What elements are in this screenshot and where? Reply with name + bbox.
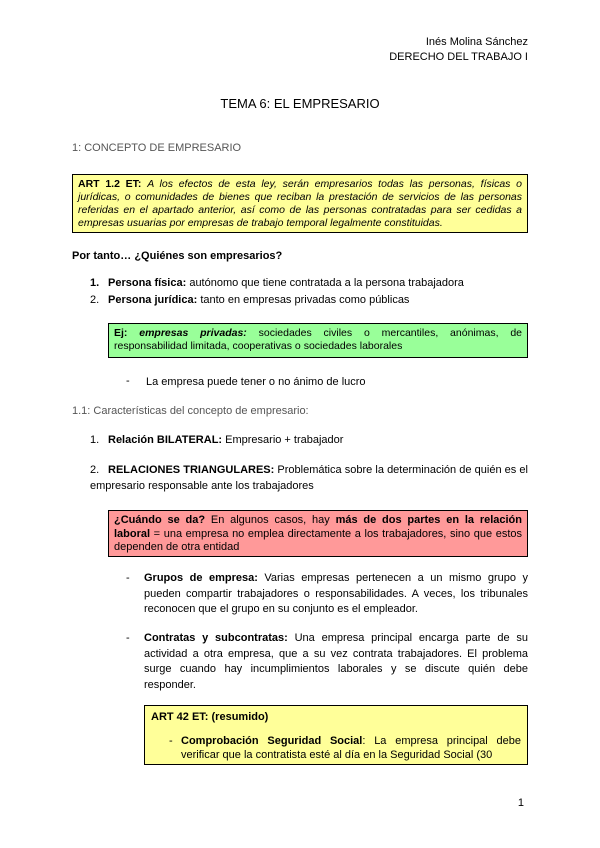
art-1-2-box (72, 174, 528, 233)
list-item (90, 433, 343, 447)
section-heading-caracteristicas: 1.1: Características del concepto de empresario: (72, 405, 309, 417)
when-label: ¿Cuándo se da? (114, 514, 206, 526)
question-label: Por tanto… ¿Quiénes son empresarios? (72, 250, 283, 262)
list-number: 1. (90, 434, 100, 446)
art-42-title: ART 42 ET: (resumido) (151, 711, 269, 723)
art-1-2-text: A los efectos de esta ley, serán empresarios todas las personas, físicas o jurídicas, o comunidades de bienes que reciban la prestación de servicios de las personas referidas en el apartado anterior, así como de las personas contratadas para ser cedidas a empresas usuarias por empresas de trabajo temporal legalmente constituidas. (78, 178, 522, 229)
dash-marker: - (126, 632, 130, 644)
art-42-item-text: : La empresa principal debe verificar que la contratista esté al día en la Seguridad Social (30 (181, 735, 521, 761)
sub-bullet-item (144, 631, 528, 693)
dash-marker: - (126, 572, 130, 584)
sub-bullet-label: Grupos de empresa: (144, 572, 258, 584)
header-author: Inés Molina Sánchez (425, 36, 528, 48)
when-box (108, 510, 528, 557)
page-title: TEMA 6: EL EMPRESARIO (220, 96, 380, 111)
question-text (72, 249, 282, 263)
list-text: Problemática sobre la determinación de quién es el empresario responsable ante los trabajadores (90, 464, 528, 492)
when-text: = una empresa no emplea directamente a los trabajadores, sino que estos dependen de otra entidad (114, 527, 522, 553)
dash-marker: - (169, 735, 173, 747)
list-text: autónomo que tiene contratada a la persona trabajadora (186, 277, 464, 289)
when-bold: más de dos partes en la relación laboral (114, 514, 522, 540)
list-item (90, 276, 464, 290)
list-number: 2. (90, 464, 100, 476)
list-number: 1. (90, 277, 100, 289)
list-text: tanto en empresas privadas como públicas (197, 294, 410, 306)
art-42-item (151, 734, 521, 762)
list-label: Persona física: (108, 277, 187, 289)
example-box (108, 323, 528, 358)
when-text: En algunos casos, hay (205, 514, 336, 526)
list-label: Relación BILATERAL: (108, 434, 223, 446)
section-heading-concepto: 1: CONCEPTO DE EMPRESARIO (72, 142, 242, 154)
list-item (90, 462, 528, 494)
bullet-text: La empresa puede tener o no ánimo de lucro (146, 376, 366, 388)
sub-bullet-text: Varias empresas pertenecen a un mismo grupo y pueden compartir trabajadores o responsabilidades. A veces, los tribunales reconocen que el grupo en su conjunto es el empleador. (144, 572, 528, 615)
art-42-box (144, 705, 528, 765)
list-text: Empresario + trabajador (222, 434, 344, 446)
list-item (90, 293, 409, 307)
list-label: Persona jurídica: (108, 294, 198, 306)
sub-bullet-label: Contratas y subcontratas: (144, 632, 288, 644)
sub-bullet-text: Una empresa principal encarga parte de su actividad a otra empresa, que a su vez contrata trabajadores. El problema surge cuando hay incumplimientos laborales y se discute quién debe responder. (144, 632, 528, 691)
list-number: 2. (90, 294, 100, 306)
art-42-item-label: Comprobación Seguridad Social (181, 735, 363, 747)
example-text: sociedades civiles o mercantiles, anónimas, de responsabilidad limitada, cooperativas o sociedades laborales (114, 327, 522, 352)
art-1-2-label: ART 1.2 ET: (78, 178, 142, 190)
page-number: 1 (517, 797, 524, 809)
example-label: Ej: (114, 327, 128, 339)
sub-bullet-item (144, 571, 528, 618)
header-course: DERECHO DEL TRABAJO I (389, 51, 528, 63)
list-label: RELACIONES TRIANGULARES: (108, 464, 275, 476)
example-emphasis: empresas privadas: (139, 327, 247, 339)
dash-marker: - (126, 375, 130, 387)
